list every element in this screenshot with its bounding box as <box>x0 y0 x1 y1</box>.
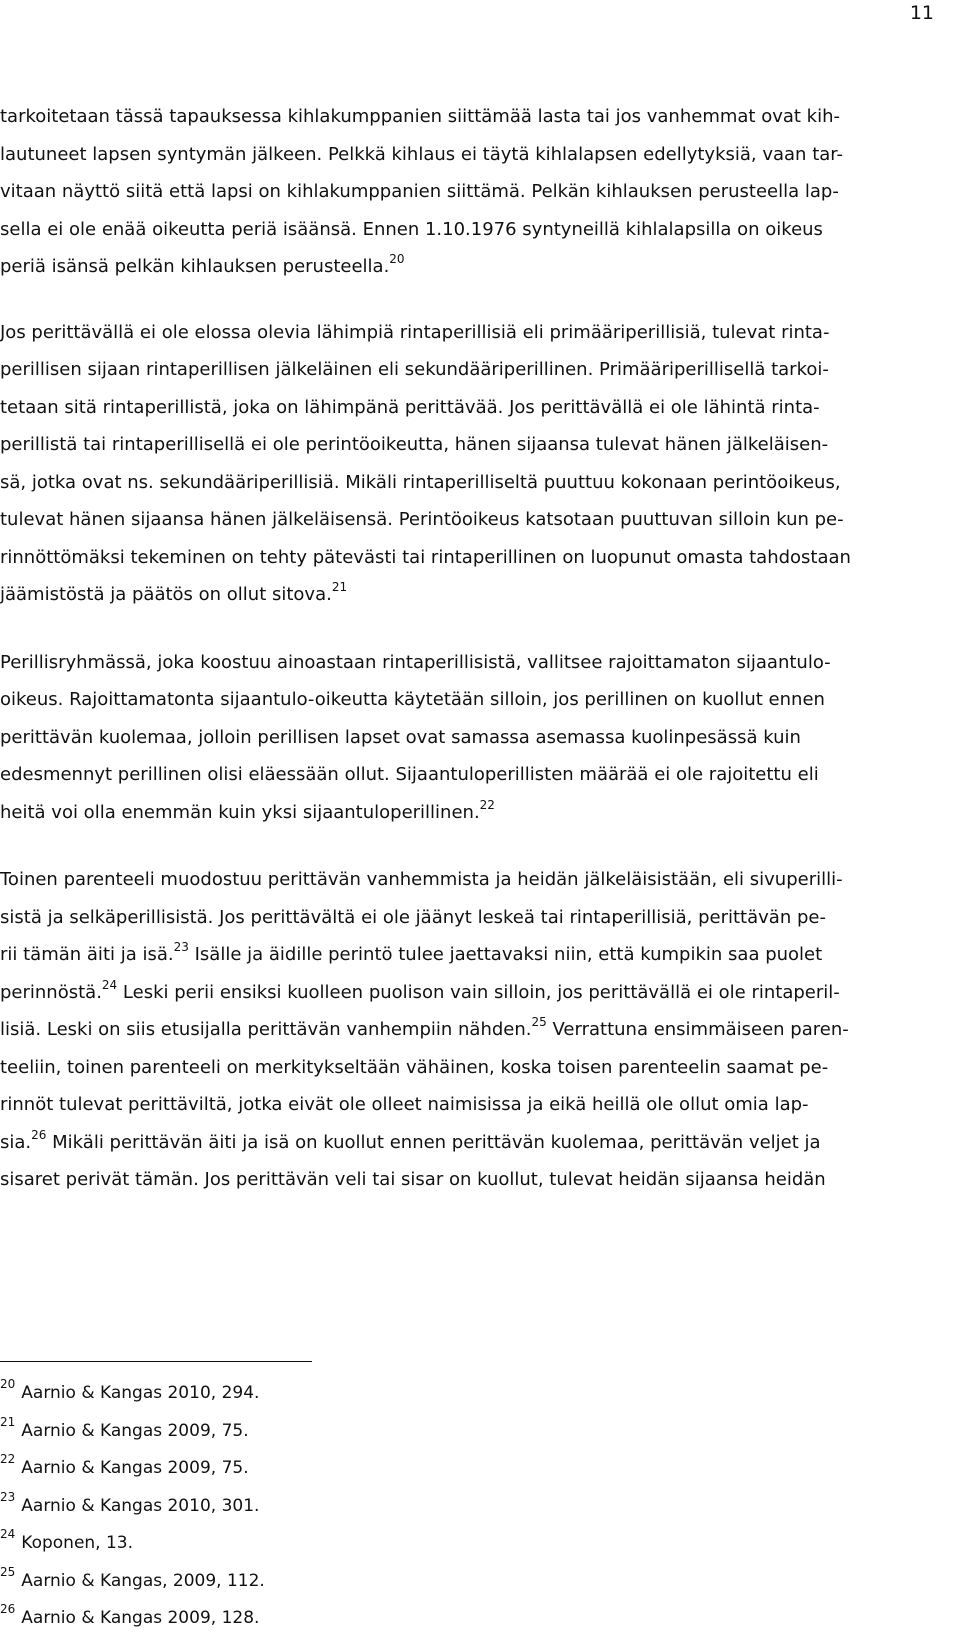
paragraph <box>0 861 930 1199</box>
paragraph <box>0 98 930 286</box>
footnote-reference: 26 <box>31 1127 47 1142</box>
page-number: 11 <box>909 2 934 24</box>
text-line: Toinen parenteeli muodostuu perittävän vanhemmista ja heidän jälkeläisistään, eli sivuperilli- <box>0 869 843 890</box>
text-line: sä, jotka ovat ns. sekundääriperillisiä. Mikäli rintaperilliseltä puuttuu kokonaan perintöoikeus, <box>0 471 841 493</box>
footnote-number: 23 <box>0 1489 16 1504</box>
text-line: vitaan näyttö siitä että lapsi on kihlakumppanien siittämä. Pelkän kihlauksen perusteella lap- <box>0 181 839 202</box>
footnote-text: Aarnio & Kangas, 2009, 112. <box>21 1570 265 1591</box>
text-line: lautuneet lapsen syntymän jälkeen. Pelkkä kihlaus ei täytä kihlalapsen edellytyksiä, vaan tar- <box>0 143 844 165</box>
body-text <box>0 98 930 1229</box>
footnote-number: 22 <box>0 1452 16 1466</box>
footnote-text: Aarnio & Kangas 2009, 75. <box>21 1420 249 1441</box>
footnote <box>0 1563 600 1601</box>
footnote-reference: 24 <box>101 977 118 992</box>
footnote-reference: 22 <box>479 797 495 812</box>
text-line: Perillisryhmässä, joka koostuu ainoastaan rintaperillisistä, vallitsee rajoittamaton sijaantulo- <box>0 651 831 673</box>
footnote-text: Aarnio & Kangas 2010, 301. <box>21 1495 260 1516</box>
text-line: perillistä tai rintaperillisellä ei ole perintöoikeutta, hänen sijaansa tulevat hänen jälkeläisen- <box>0 434 829 455</box>
footnote-text: Aarnio & Kangas 2009, 128. <box>21 1608 260 1628</box>
text-line: perinnöstä. <box>0 981 102 1003</box>
footnote-number: 26 <box>0 1602 16 1616</box>
paragraph <box>0 644 930 832</box>
footnote-number: 25 <box>0 1564 16 1579</box>
footnote-number: 21 <box>0 1414 16 1429</box>
footnote-reference: 23 <box>173 940 189 954</box>
footnote-text: Koponen, 13. <box>21 1533 134 1553</box>
footnote-reference: 25 <box>531 1015 547 1029</box>
footnote <box>0 1525 600 1563</box>
text-line: Verrattuna ensimmäiseen paren- <box>546 1019 849 1040</box>
text-line: rii tämän äiti ja isä. <box>0 944 174 965</box>
footnotes <box>0 1375 600 1638</box>
footnote <box>0 1413 600 1451</box>
text-line: oikeus. Rajoittamatonta sijaantulo-oikeutta käytetään silloin, jos perillinen on kuollut ennen <box>0 689 825 710</box>
text-line: rinnöt tulevat perittäviltä, jotka eivät ole olleet naimisissa ja eikä heillä ole ollut omia lap- <box>0 1094 809 1115</box>
text-line: perittävän kuolemaa, jolloin perillisen lapset ovat samassa asemassa kuolinpesässä kuin <box>0 726 801 748</box>
text-line: sia. <box>0 1131 32 1153</box>
text-line: lisiä. Leski on siis etusijalla perittävän vanhempiin nähden. <box>0 1019 532 1040</box>
text-line: Isälle ja äidille perintö tulee jaettavaksi niin, että kumpikin saa puolet <box>188 944 823 965</box>
footnote-text: Aarnio & Kangas 2009, 75. <box>21 1458 249 1478</box>
footnote-reference: 21 <box>331 580 348 594</box>
text-line: Mikäli perittävän äiti ja isä on kuollut ennen perittävän kuolemaa, perittävän veljet ja <box>46 1131 821 1153</box>
text-line: rinnöttömäksi tekeminen on tehty pätevästi tai rintaperillinen on luopunut omasta tahdostaan <box>0 546 851 568</box>
text-line: tulevat hänen sijaansa hänen jälkeläisensä. Perintöoikeus katsotaan puuttuvan silloin kun pe- <box>0 509 844 530</box>
text-line: periä isänsä pelkän kihlauksen perusteella. <box>0 256 390 277</box>
text-line: sistä ja selkäperillisistä. Jos perittävältä ei ole jäänyt leskeä tai rintaperillisiä, perittävän pe- <box>0 906 826 928</box>
footnote-separator <box>0 1361 312 1362</box>
text-line: Jos perittävällä ei ole elossa olevia lähimpiä rintaperillisiä eli primääriperillisiä, tulevat rinta- <box>0 321 830 343</box>
footnote-number: 20 <box>0 1377 16 1391</box>
text-line: jäämistöstä ja päätös on ollut sitova. <box>0 584 332 605</box>
text-line: perillisen sijaan rintaperillisen jälkeläinen eli sekundääriperillinen. Primääriperillisellä tarkoi- <box>0 359 829 380</box>
footnote-number: 24 <box>0 1527 16 1541</box>
footnote-reference: 20 <box>389 252 405 266</box>
text-line: edesmennyt perillinen olisi eläessään ollut. Sijaantuloperillisten määrää ei ole rajoitettu eli <box>0 764 819 785</box>
text-line: tetaan sitä rintaperillistä, joka on lähimpänä perittävää. Jos perittävällä ei ole lähintä rinta- <box>0 396 820 418</box>
text-line: sisaret perivät tämän. Jos perittävän veli tai sisar on kuollut, tulevat heidän sijaansa heidän <box>0 1169 826 1190</box>
text-line: heitä voi olla enemmän kuin yksi sijaantuloperillinen. <box>0 801 480 823</box>
text-line: sella ei ole enää oikeutta periä isäänsä. Ennen 1.10.1976 syntyneillä kihlalapsilla on oikeus <box>0 218 823 240</box>
footnote <box>0 1600 600 1638</box>
footnote <box>0 1375 600 1413</box>
paragraph <box>0 314 930 614</box>
footnote <box>0 1450 600 1488</box>
text-line: teeliin, toinen parenteeli on merkitykseltään vähäinen, koska toisen parenteelin saamat pe- <box>0 1056 829 1078</box>
footnote-text: Aarnio & Kangas 2010, 294. <box>21 1383 260 1403</box>
text-line: tarkoitetaan tässä tapauksessa kihlakumppanien siittämää lasta tai jos vanhemmat ovat kih- <box>0 106 841 127</box>
text-line: Leski perii ensiksi kuolleen puolison vain silloin, jos perittävällä ei ole rintaperil- <box>117 981 840 1003</box>
footnote <box>0 1488 600 1526</box>
